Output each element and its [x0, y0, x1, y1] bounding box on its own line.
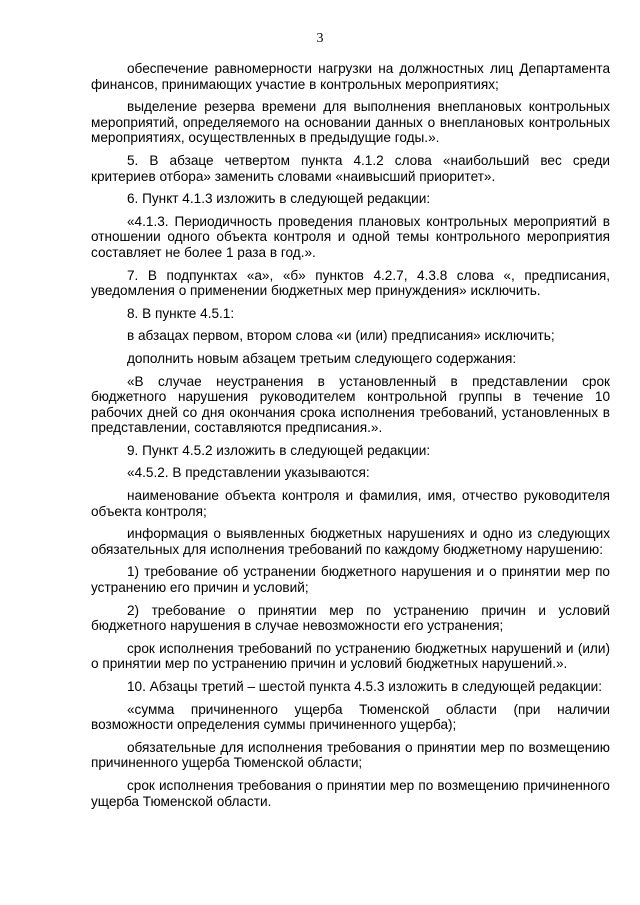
paragraph: 9. Пункт 4.5.2 изложить в следующей редакции:	[127, 442, 431, 458]
paragraph: 6. Пункт 4.1.3 изложить в следующей редакции:	[127, 191, 431, 207]
paragraph: 2) требование о принятии мер по устранению причин и условий бюджетного нарушения в случае невозможности его устранения;	[91, 602, 610, 634]
paragraph: выделение резерва времени для выполнения внеплановых контрольных мероприятий, определяемого на основании данных о внеплановых контрольных мероприятиях, осуществленных в предыдущие годы.».	[91, 99, 610, 146]
paragraph: 7. В подпунктах «а», «б» пунктов 4.2.7, 4.3.8 слова «, предписания, уведомления о применении бюджетных мер принуждения» исключить.	[91, 267, 610, 299]
paragraph: «сумма причиненного ущерба Тюменской области (при наличии возможности определения суммы причиненного ущерба);	[91, 701, 610, 733]
paragraph: 8. В пункте 4.5.1:	[127, 305, 235, 321]
paragraph: 1) требование об устранении бюджетного нарушения и о принятии мер по устранению его причин и условий;	[91, 564, 610, 596]
document-body	[91, 61, 610, 816]
paragraph: обеспечение равномерности нагрузки на должностных лиц Департамента финансов, принимающих участие в контрольных мероприятиях;	[91, 61, 610, 92]
paragraph: «В случае неустранения в установленный в представлении срок бюджетного нарушения руководителем контрольной группы в течение 10 рабочих дней со дня окончания срока исполнения требований, установленных в представлении, составляются предписания.».	[91, 373, 610, 436]
paragraph: информация о выявленных бюджетных нарушениях и одно из следующих обязательных для исполнения требований по каждому бюджетному нарушению:	[91, 526, 610, 557]
paragraph: обязательные для исполнения требования о принятии мер по возмещению причиненного ущерба Тюменской области;	[91, 739, 610, 771]
paragraph: «4.5.2. В представлении указываются:	[127, 465, 370, 481]
page-number: 3	[316, 31, 324, 46]
paragraph: дополнить новым абзацем третьим следующего содержания:	[127, 350, 517, 366]
paragraph: наименование объекта контроля и фамилия, имя, отчество руководителя объекта контроля;	[91, 488, 610, 519]
paragraph: «4.1.3. Периодичность проведения плановых контрольных мероприятий в отношении одного объекта контроля и одной темы контрольного мероприятия составляет не более 1 раза в год.».	[91, 213, 610, 260]
paragraph: в абзацах первом, втором слова «и (или) предписания» исключить;	[127, 328, 555, 344]
paragraph: 5. В абзаце четвертом пункта 4.1.2 слова «наибольший вес среди критериев отбора» заменить словами «наивысший приоритет».	[91, 152, 610, 184]
paragraph: срок исполнения требования о принятии мер по возмещению причиненного ущерба Тюменской области.	[91, 777, 610, 809]
paragraph: срок исполнения требований по устранению бюджетных нарушений и (или) о принятии мер по устранению причин и условий бюджетных нарушений.».	[91, 640, 610, 672]
paragraph: 10. Абзацы третий – шестой пункта 4.5.3 изложить в следующей редакции:	[127, 679, 603, 694]
